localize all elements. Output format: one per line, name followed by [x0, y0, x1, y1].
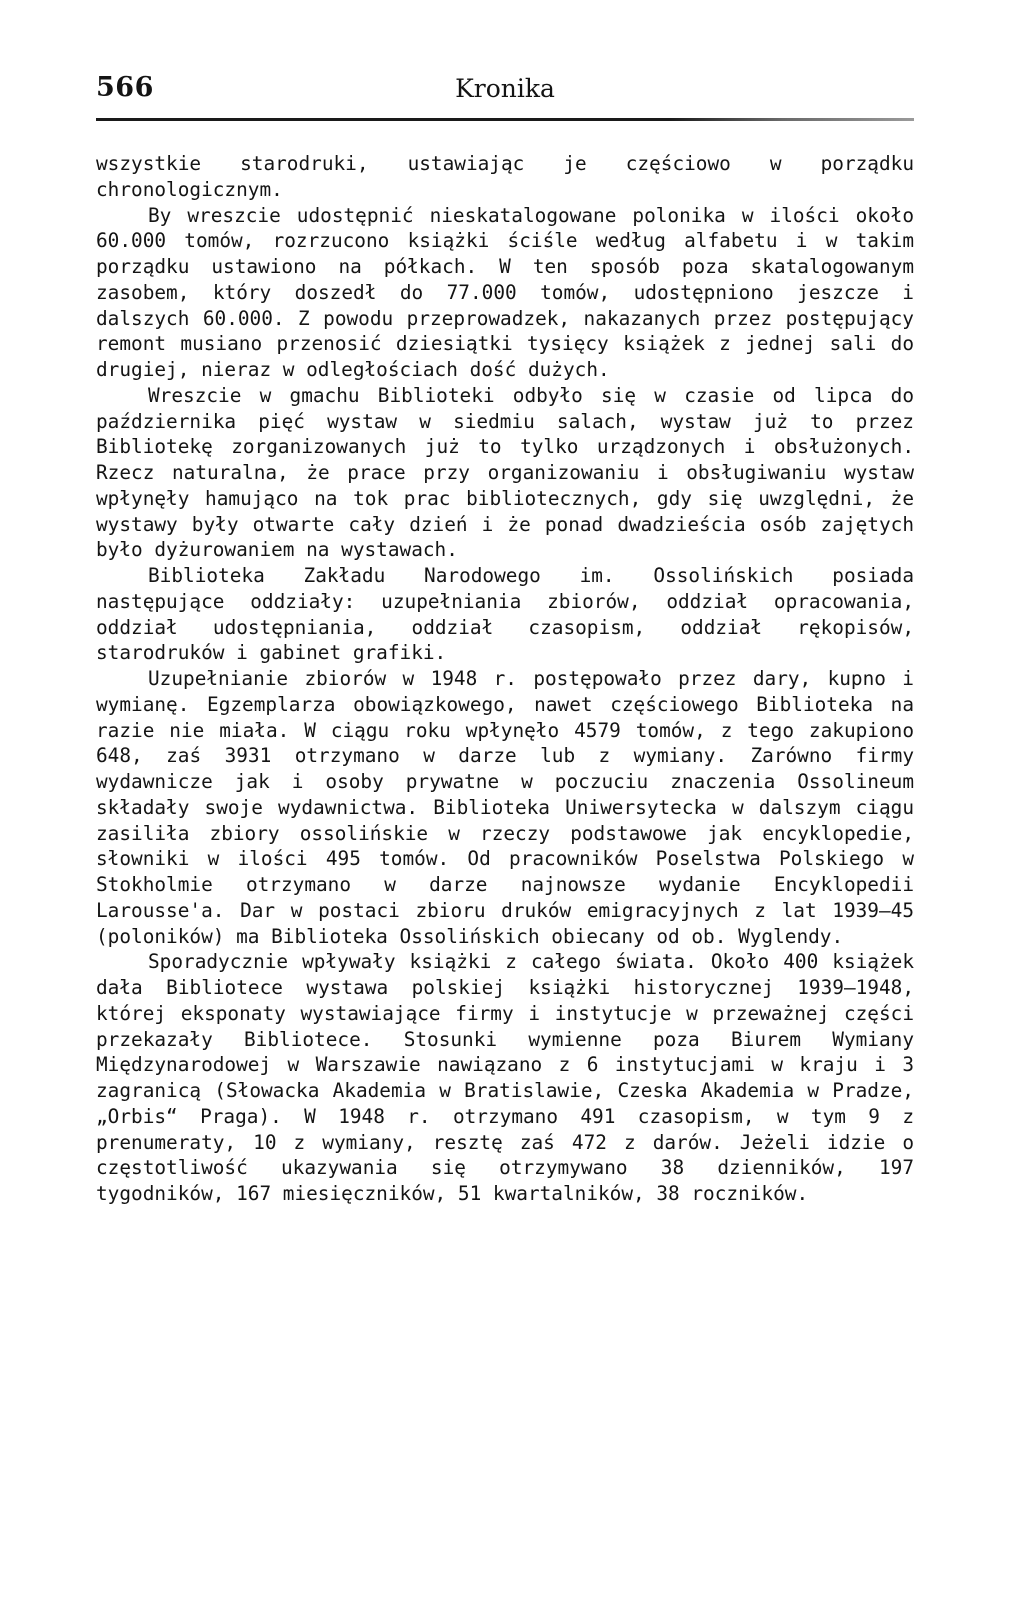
paragraph: Sporadycznie wpływały książki z całego świata. Około 400 książek dała Bibliotece wystawa polskiej książki historycznej 1939—1948, której eksponaty wystawiające firmy i instytucje w przeważnej części przekazały Bibliotece. Stosunki wymienne poza Biurem Wymiany Międzynarodowej w Warszawie nawiązano z 6 instytucjami w kraju i 3 zagranicą (Słowacka Akademia w Bratislawie, Czeska Akademia w Pradze, „Orbis“ Praga). W 1948 r. otrzymano 491 czasopism, w tym 9 z prenumeraty, 10 z wymiany, resztę zaś 472 z darów. Jeżeli idzie o częstotliwość ukazywania się otrzymywano 38 dzienników, 197 tygodników, 167 miesięczników, 51 kwartalników, 38 roczników. [96, 950, 926, 1205]
paragraph: By wreszcie udostępnić nieskatalogowane polonika w ilości około 60.000 tomów, rozrzucono książki ściśle według alfabetu i w takim porządku ustawiono na półkach. W ten sposób poza skatalogowanym zasobem, który doszedł do 77.000 tomów, udostępniono jeszcze i dalszych 60.000. Z powodu przeprowadzek, nakazanych przez postępujący remont musiano przenosić dziesiątki tysięcy książek z jednej sali do drugiej, nieraz w odległościach dość dużych. [96, 203, 926, 381]
paragraph: Biblioteka Zakładu Narodowego im. Ossolińskich posiada następujące oddziały: uzupełniania zbiorów, oddział opracowania, oddział udostępniania, oddział czasopism, oddział rękopisów, starodruków i gabinet grafiki. [96, 564, 926, 665]
header-rule [96, 118, 914, 121]
paragraph: Wreszcie w gmachu Biblioteki odbyło się w czasie od lipca do października pięć wystaw w siedmiu salach, wystaw już to przez Bibliotekę zorganizowanych już to tylko urządzonych i obsłużonych. Rzecz naturalna, że prace przy organizowaniu i obsługiwaniu wystaw wpłynęły hamująco na tok prac bibliotecznych, gdy się uwzględni, że wystawy były otwarte cały dzień i że ponad dwadzieścia osób zajętych było dyżurowaniem na wystawach. [96, 383, 926, 562]
paragraph: wszystkie starodruki, ustawiając je częściowo w porządku chronologicznym. [96, 152, 926, 201]
page-number: 566 [96, 72, 154, 103]
document-page [96, 72, 926, 1207]
running-header [96, 72, 914, 112]
body-text [96, 151, 926, 1207]
paragraph: Uzupełnianie zbiorów w 1948 r. postępowało przez dary, kupno i wymianę. Egzemplarza obowiązkowego, nawet częściowego Biblioteka na razie nie miała. W ciągu roku wpłynęło 4579 tomów, z tego zakupiono 648, zaś 3931 otrzymano w darze lub z wymiany. Zarówno firmy wydawnicze jak i osoby prywatne w poczuciu znaczenia Ossolineum składały swoje wydawnictwa. Biblioteka Uniwersytecka w dalszym ciągu zasiliła zbiory ossolińskie w rzeczy podstawowe jak encyklopedie, słowniki w ilości 495 tomów. Od pracowników Poselstwa Polskiego w Stokholmie otrzymano w darze najnowsze wydanie Encyklopedii Larousse'a. Dar w postaci zbioru druków emigracyjnych z lat 1939—45 (poloników) ma Biblioteka Ossolińskich obiecany od ob. Wyglendy. [96, 667, 926, 948]
running-title: Kronika [455, 74, 555, 103]
